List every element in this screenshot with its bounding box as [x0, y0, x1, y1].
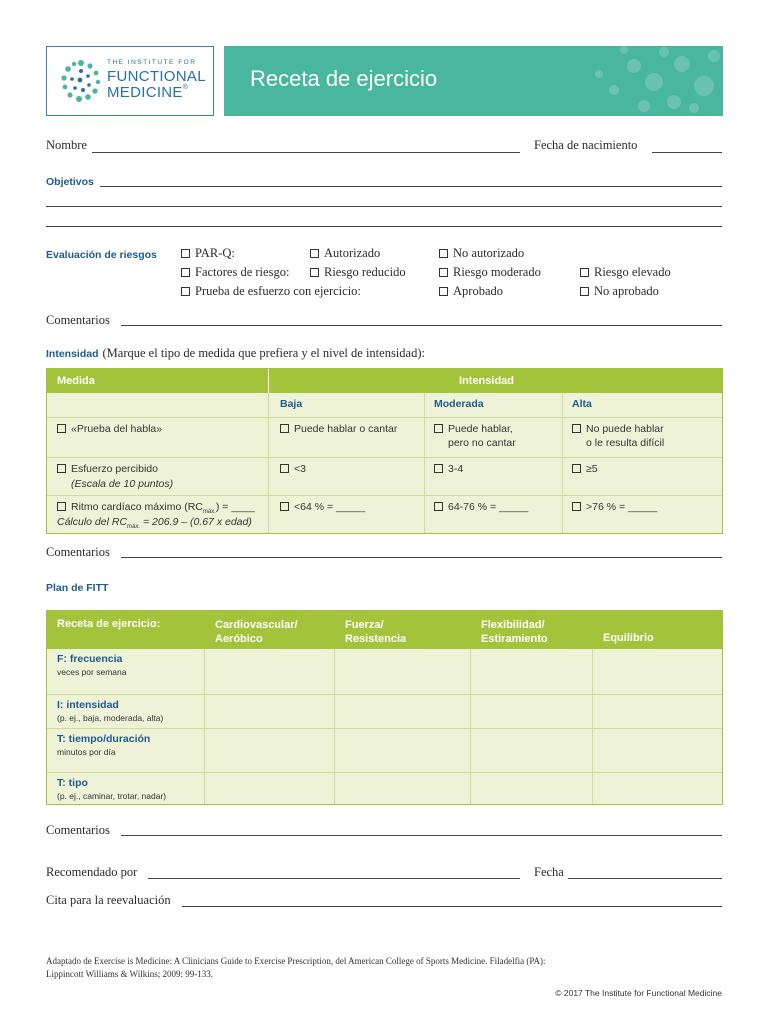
- fitt-col-equilibrio: Equilibrio: [603, 632, 654, 644]
- fitt-col-fuerza: Fuerza/ Resistencia: [345, 619, 407, 645]
- header-divider: [268, 369, 269, 393]
- table-row: [47, 649, 722, 694]
- fitt-intensidad-sub: (p. ej., baja, moderada, alta): [57, 713, 164, 723]
- reference-line-1: Adaptado de Exercise is Medicine: A Clinicians Guide to Exercise Prescription, del American College of Sports Medicine. Filadelfia (PA):: [46, 956, 546, 966]
- fecha-nacimiento-label: Fecha de nacimiento: [534, 138, 638, 152]
- fitt-col-flexibilidad: Flexibilidad/ Estiramiento: [481, 619, 548, 645]
- logo-line3: MEDICINE®: [107, 84, 189, 101]
- fitt-frecuencia: F: frecuencia: [57, 653, 123, 665]
- no-autorizado-checkbox[interactable]: No autorizado: [439, 246, 524, 261]
- table-row: [47, 694, 722, 728]
- riesgo-moderado-checkbox[interactable]: Riesgo moderado: [439, 265, 541, 280]
- parq-checkbox[interactable]: PAR-Q:: [181, 246, 235, 261]
- fitt-tiempo: T: tiempo/duración: [57, 733, 151, 745]
- logo-mark-icon: [57, 57, 105, 105]
- subhead-baja: Baja: [280, 398, 303, 410]
- comentarios-field-3[interactable]: [121, 835, 722, 836]
- subhead-alta: Alta: [572, 398, 592, 410]
- checkbox-icon[interactable]: [572, 424, 581, 433]
- table-row: [47, 728, 722, 772]
- col-intensidad: Intensidad: [459, 375, 515, 387]
- recomendado-field[interactable]: [148, 878, 520, 879]
- no-aprobado-checkbox[interactable]: No aprobado: [580, 284, 659, 299]
- table-row: [47, 417, 722, 457]
- objetivos-field[interactable]: [100, 186, 722, 187]
- prueba-esfuerzo-checkbox[interactable]: Prueba de esfuerzo con ejercicio:: [181, 284, 361, 299]
- checkbox-icon[interactable]: [181, 249, 190, 258]
- checkbox-icon[interactable]: [439, 268, 448, 277]
- intensidad-table: [46, 368, 723, 534]
- moderada-habla[interactable]: Puede hablar,: [434, 422, 513, 436]
- column-divider: [334, 649, 335, 804]
- col-medida: Medida: [57, 375, 95, 387]
- fitt-table: [46, 610, 723, 805]
- page-title: Receta de ejercicio: [250, 66, 438, 91]
- medida-habla[interactable]: «Prueba del habla»: [57, 422, 162, 436]
- table-row: [47, 772, 722, 804]
- fitt-heading: Plan de FITT: [46, 582, 109, 594]
- riesgo-elevado-checkbox[interactable]: Riesgo elevado: [580, 265, 671, 280]
- column-divider: [424, 393, 425, 533]
- riesgos-label: Evaluación de riesgos: [46, 249, 157, 261]
- fecha-nacimiento-field[interactable]: [652, 152, 722, 153]
- checkbox-icon[interactable]: [580, 287, 589, 296]
- objetivos-field-2[interactable]: [46, 206, 722, 207]
- moderada-esfuerzo[interactable]: 3-4: [434, 462, 463, 476]
- checkbox-icon[interactable]: [572, 464, 581, 473]
- checkbox-icon[interactable]: [434, 424, 443, 433]
- fecha-label: Fecha: [534, 865, 564, 879]
- cita-label: Cita para la reevaluación: [46, 893, 171, 907]
- medida-esfuerzo[interactable]: Esfuerzo percibido: [57, 462, 158, 476]
- intensidad-table-header: [47, 369, 722, 393]
- checkbox-icon[interactable]: [580, 268, 589, 277]
- aprobado-checkbox[interactable]: Aprobado: [439, 284, 503, 299]
- baja-ritmo[interactable]: <64 % = _____: [280, 500, 365, 514]
- alta-ritmo[interactable]: >76 % = _____: [572, 500, 657, 514]
- table-row: [47, 495, 722, 533]
- medida-ritmo-calc: Cálculo del $RC_{máx.} = 206.9 - (0.67$ x edad): [57, 516, 252, 531]
- column-divider: [268, 393, 269, 533]
- comentarios-label-1: Comentarios: [46, 313, 110, 327]
- alta-habla[interactable]: No puede hablar: [572, 422, 664, 436]
- checkbox-icon[interactable]: [181, 287, 190, 296]
- fitt-tipo: T: tipo: [57, 777, 88, 789]
- checkbox-icon[interactable]: [310, 249, 319, 258]
- objetivos-label: Objetivos: [46, 176, 94, 188]
- fitt-col-cardio: Cardiovascular/ Aeróbico: [215, 619, 298, 645]
- decorative-dots-icon: [514, 46, 723, 116]
- objetivos-field-3[interactable]: [46, 226, 722, 227]
- subhead-moderada: Moderada: [434, 398, 484, 410]
- fitt-table-header: [47, 611, 722, 649]
- nombre-field[interactable]: [92, 152, 520, 153]
- medida-esfuerzo-sub: (Escala de 10 puntos): [71, 478, 174, 490]
- cita-field[interactable]: [182, 906, 722, 907]
- recomendado-label: Recomendado por: [46, 865, 138, 879]
- table-row: [47, 457, 722, 495]
- fitt-col-receta: Receta de ejercicio:: [57, 618, 161, 630]
- riesgo-reducido-checkbox[interactable]: Riesgo reducido: [310, 265, 406, 280]
- logo-line2: FUNCTIONAL: [107, 68, 206, 85]
- autorizado-checkbox[interactable]: Autorizado: [310, 246, 380, 261]
- comentarios-field-2[interactable]: [121, 557, 722, 558]
- baja-habla[interactable]: Puede hablar o cantar: [280, 422, 397, 436]
- checkbox-icon[interactable]: [57, 502, 66, 511]
- fitt-frecuencia-sub: veces por semana: [57, 667, 127, 677]
- title-band: [224, 46, 723, 116]
- logo: [46, 46, 214, 116]
- checkbox-icon[interactable]: [434, 502, 443, 511]
- checkbox-icon[interactable]: [572, 502, 581, 511]
- alta-esfuerzo[interactable]: ≥5: [572, 462, 598, 476]
- checkbox-icon[interactable]: [439, 249, 448, 258]
- baja-esfuerzo[interactable]: <3: [280, 462, 306, 476]
- checkbox-icon[interactable]: [181, 268, 190, 277]
- logo-line1: THE INSTITUTE FOR: [107, 59, 197, 66]
- fitt-tiempo-sub: minutos por día: [57, 747, 116, 757]
- checkbox-icon[interactable]: [439, 287, 448, 296]
- intensidad-heading: Intensidad (Marque el tipo de medida que prefiera y el nivel de intensidad):: [46, 346, 425, 360]
- column-divider: [470, 649, 471, 804]
- checkbox-icon[interactable]: [310, 268, 319, 277]
- column-divider: [592, 649, 593, 804]
- checkbox-icon[interactable]: [280, 502, 289, 511]
- fitt-intensidad: I: intensidad: [57, 699, 119, 711]
- medida-ritmo[interactable]: Ritmo cardíaco máximo $(RC_{máx.})$ = ____: [57, 500, 255, 519]
- checkbox-icon[interactable]: [280, 464, 289, 473]
- checkbox-icon[interactable]: [434, 464, 443, 473]
- comentarios-label-2: Comentarios: [46, 545, 110, 559]
- comentarios-label-3: Comentarios: [46, 823, 110, 837]
- column-divider: [562, 393, 563, 533]
- column-divider: [204, 649, 205, 804]
- checkbox-icon[interactable]: [57, 424, 66, 433]
- checkbox-icon[interactable]: [57, 464, 66, 473]
- checkbox-icon[interactable]: [280, 424, 289, 433]
- comentarios-field-1[interactable]: [121, 325, 722, 326]
- moderada-ritmo[interactable]: 64-76 % = _____: [434, 500, 528, 514]
- intensidad-subheader-row: [47, 393, 722, 417]
- moderada-habla-2: pero no cantar: [448, 437, 516, 449]
- reference-line-2: Lippincott Williams & Wilkins; 2009: 99-133.: [46, 969, 213, 979]
- fecha-field[interactable]: [568, 878, 722, 879]
- nombre-label: Nombre: [46, 138, 87, 152]
- copyright: © 2017 The Institute for Functional Medicine: [555, 988, 722, 998]
- factores-riesgo-checkbox[interactable]: Factores de riesgo:: [181, 265, 289, 280]
- alta-habla-2: o le resulta difícil: [586, 437, 665, 449]
- fitt-tipo-sub: (p. ej., caminar, trotar, nadar): [57, 791, 167, 801]
